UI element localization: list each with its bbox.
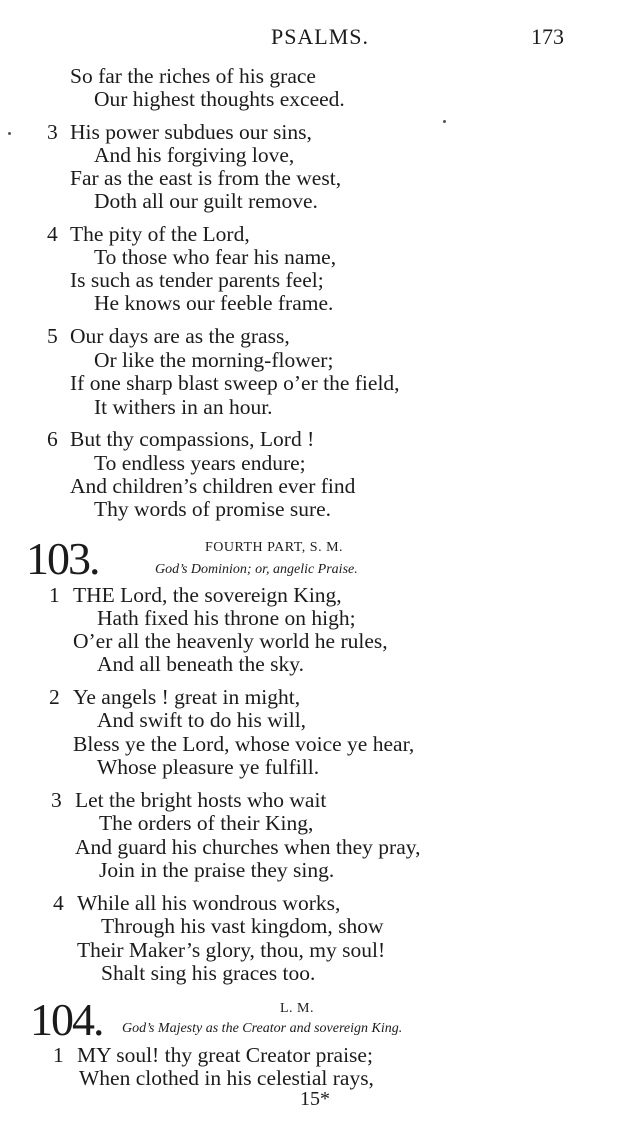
verse-line: While all his wondrous works, (77, 891, 341, 915)
verse-line: Our days are as the grass, (70, 324, 290, 348)
hymn-number: 104. (30, 994, 103, 1045)
print-speck (8, 132, 11, 135)
verse-line: O’er all the heavenly world he rules, (73, 629, 388, 653)
verse-line: MY soul! thy great Creator praise; (77, 1043, 373, 1067)
hymn-subtitle: God’s Majesty as the Creator and sovereign King. (122, 1021, 403, 1036)
stanza-number: 3 (51, 788, 62, 812)
print-speck (443, 120, 446, 123)
stanza-number: 6 (47, 427, 58, 451)
verse-line: And his forgiving love, (94, 143, 295, 167)
verse-line: Through his vast kingdom, show (101, 914, 384, 938)
verse-line: He knows our feeble frame. (94, 291, 334, 315)
hymn-number: 103. (26, 533, 99, 584)
verse-line: Doth all our guilt remove. (94, 189, 318, 213)
verse-line: Is such as tender parents feel; (70, 268, 324, 292)
signature-mark: 15* (300, 1088, 330, 1110)
verse-line: Our highest thoughts exceed. (94, 87, 345, 111)
stanza-number: 1 (53, 1043, 64, 1067)
verse-line: And children’s children ever find (70, 474, 356, 498)
stanza-number: 1 (49, 583, 60, 607)
verse-line: The pity of the Lord, (70, 222, 250, 246)
verse-line: Whose pleasure ye fulfill. (97, 755, 320, 779)
verse-line: Far as the east is from the west, (70, 166, 342, 190)
verse-line: Let the bright hosts who wait (75, 788, 327, 812)
verse-line: His power subdues our sins, (70, 120, 312, 144)
verse-line: And guard his churches when they pray, (75, 835, 421, 859)
verse-line: Thy words of promise sure. (94, 497, 332, 521)
running-header-title: PSALMS. (270, 24, 370, 49)
verse-line: The orders of their King, (99, 811, 314, 835)
verse-line: Bless ye the Lord, whose voice ye hear, (73, 732, 415, 756)
verse-line: But thy compassions, Lord ! (70, 427, 315, 451)
hymn-meter: L. M. (280, 1001, 314, 1016)
verse-line: Or like the morning-flower; (94, 348, 334, 372)
hymn-subtitle: God’s Dominion; or, angelic Praise. (155, 562, 358, 577)
verse-line: When clothed in his celestial rays, (79, 1066, 374, 1090)
verse-line: To endless years endure; (94, 451, 306, 475)
verse-line: It withers in an hour. (94, 395, 273, 419)
stanza-number: 4 (47, 222, 58, 246)
stanza-number: 2 (49, 685, 60, 709)
verse-line: If one sharp blast sweep o’er the field, (70, 371, 400, 395)
stanza-number: 3 (47, 120, 58, 144)
verse-line: Hath fixed his throne on high; (97, 606, 356, 630)
page-number: 173 (531, 24, 564, 49)
verse-line: Join in the praise they sing. (99, 858, 335, 882)
verse-line: And swift to do his will, (97, 708, 307, 732)
verse-line: Shalt sing his graces too. (101, 961, 316, 985)
stanza-number: 4 (53, 891, 64, 915)
verse-line: So far the riches of his grace (70, 64, 316, 88)
verse-line: Their Maker’s glory, thou, my soul! (77, 938, 386, 962)
verse-line: And all beneath the sky. (97, 652, 304, 676)
verse-line: Ye angels ! great in might, (73, 685, 301, 709)
verse-line: THE Lord, the sovereign King, (73, 583, 342, 607)
stanza-number: 5 (47, 324, 58, 348)
verse-line: To those who fear his name, (94, 245, 337, 269)
hymn-meter: FOURTH PART, S. M. (205, 540, 344, 555)
